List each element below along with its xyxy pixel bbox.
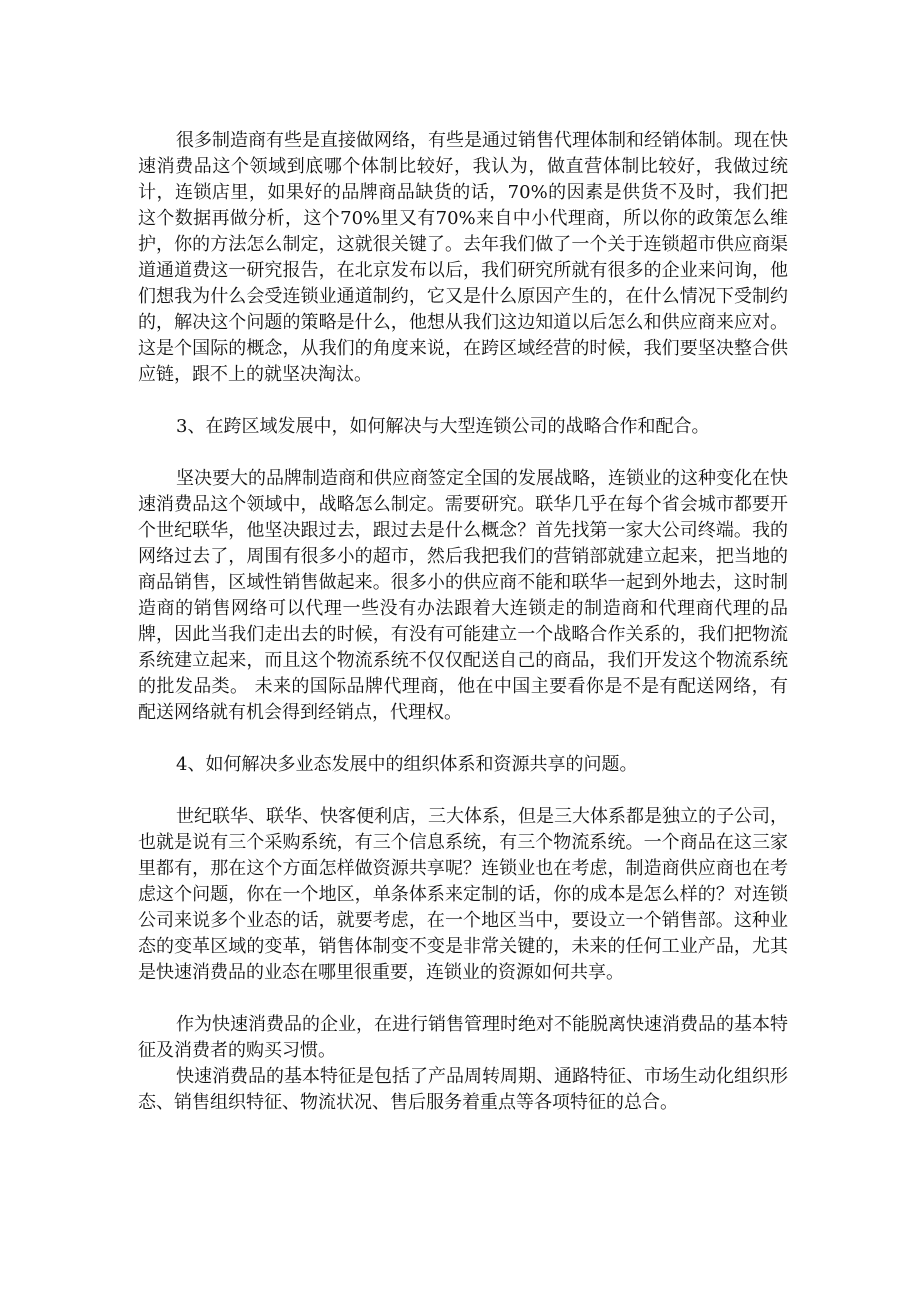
section-heading-3: 3、在跨区域发展中，如何解决与大型连锁公司的战略合作和配合。 [176,416,710,437]
document-body [138,128,788,1116]
spacer [138,440,788,466]
paragraph-resource-sharing: 世纪联华、联华、快客便利店，三大体系，但是三大体系都是独立的子公司，也就是说有三个采购系统，有三个信息系统，有三个物流系统。一个商品在这三家里都有，那在这个方面怎样做资源共享呢？连锁业也在考虑，制造商供应商也在考虑这个问题，你在一个地区，单条体系来定制的话，你的成本是怎么样的？对连锁公司来说多个业态的话，就要考虑，在一个地区当中，要设立一个销售部。这种业态的变革区域的变革，销售体制变不变是非常关键的，未来的任何工业产品，尤其是快速消费品的业态在哪里很重要，连锁业的资源如何共享。 [138,806,788,983]
section-heading-4: 4、如何解决多业态发展中的组织体系和资源共享的问题。 [176,754,638,775]
paragraph-basic-features: 快速消费品的基本特征是包括了产品周转周期、通路特征、市场生动化组织形态、销售组织特征、物流状况、售后服务着重点等各项特征的总合。 [138,1066,788,1113]
paragraph-cross-region-strategy: 坚决要大的品牌制造商和供应商签定全国的发展战略，连锁业的这种变化在快速消费品这个领域中，战略怎么制定。需要研究。联华几乎在每个省会城市都要开个世纪联华，他坚决跟过去，跟过去是什么概念？首先找第一家大公司终端。我的网络过去了，周围有很多小的超市，然后我把我们的营销部就建立起来，把当地的商品销售，区域性销售做起来。很多小的供应商不能和联华一起到外地去，这时制造商的销售网络可以代理一些没有办法跟着大连锁走的制造商和代理商代理的品牌，因此当我们走出去的时候，有没有可能建立一个战略合作关系的，我们把物流系统建立起来，而且这个物流系统不仅仅配送自己的商品，我们开发这个物流系统的批发品类。 未来的国际品牌代理商，他在中国主要看你是不是有配送网络，有配送网络就有机会得到经销点，代理权。 [138,468,788,723]
spacer [138,986,788,1012]
spacer [138,726,788,752]
paragraph-sales-management: 作为快速消费品的企业，在进行销售管理时绝对不能脱离快速消费品的基本特征及消费者的购买习惯。 [138,1014,788,1061]
spacer [138,388,788,414]
spacer [138,778,788,804]
paragraph-supply-channel: 很多制造商有些是直接做网络，有些是通过销售代理体制和经销体制。现在快速消费品这个领域到底哪个体制比较好，我认为，做直营体制比较好，我做过统计，连锁店里，如果好的品牌商品缺货的话，70%的因素是供货不及时，我们把这个数据再做分析，这个70%里又有70%来自中小代理商，所以你的政策怎么维护，你的方法怎么制定，这就很关键了。去年我们做了一个关于连锁超市供应商渠道通道费这一研究报告，在北京发布以后，我们研究所就有很多的企业来问询，他们想我为什么会受连锁业通道制约，它又是什么原因产生的，在什么情况下受制约的，解决这个问题的策略是什么，他想从我们这边知道以后怎么和供应商来应对。这是个国际的概念，从我们的角度来说，在跨区域经营的时候，我们要坚决整合供应链，跟不上的就坚决淘汰。 [138,130,788,385]
